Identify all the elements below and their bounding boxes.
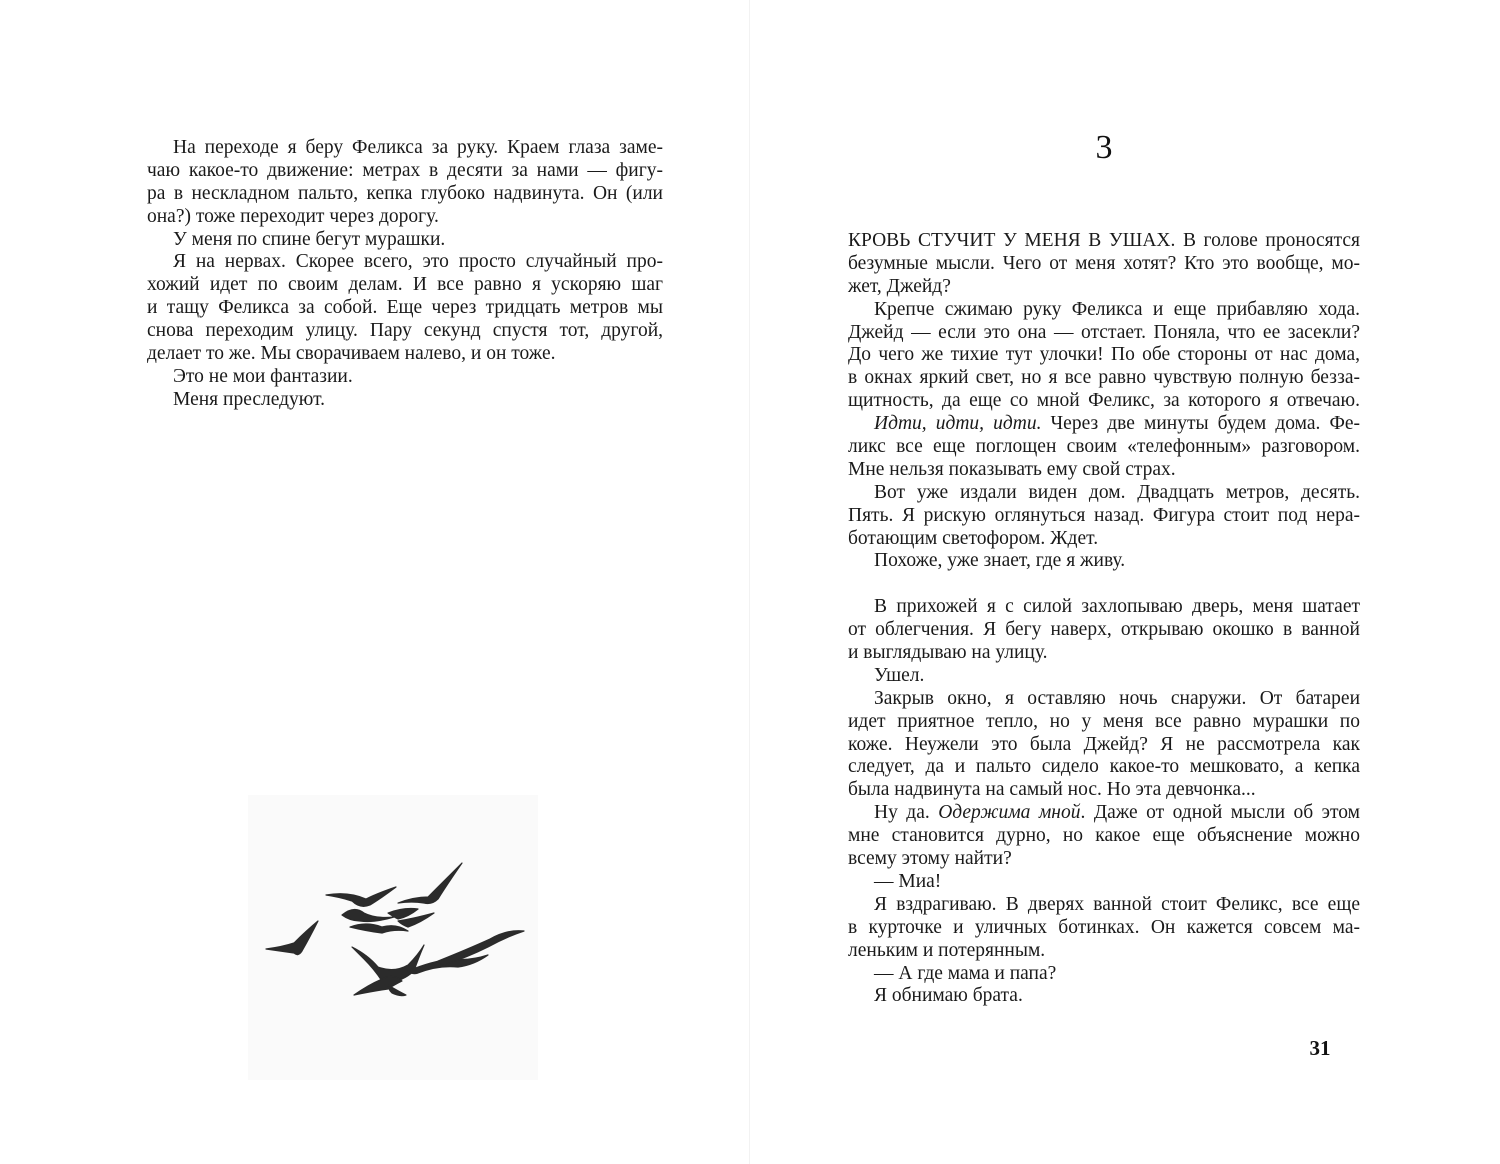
text-line: безумные мысли. Чего от меня хотят? Кто это вообще, мо- bbox=[848, 252, 1360, 274]
text-line: щитность, да еще со мной Феликс, за которого я отвечаю. bbox=[848, 390, 1360, 412]
text-run: Через две минуты будем дома. Фе- bbox=[1041, 413, 1360, 435]
text-line: делает то же. Мы сворачиваем налево, и он тоже. bbox=[147, 343, 556, 365]
text-line: в курточке и уличных ботинках. Он кажется совсем ма- bbox=[848, 916, 1360, 938]
text-line: Джейд — если это она — отстает. Поняла, что ее засекли? bbox=[848, 321, 1360, 343]
text-line: от облегчения. Я бегу наверх, открываю окошко в ванной bbox=[848, 619, 1360, 641]
text-line: жет, Джейд? bbox=[848, 275, 951, 297]
text-line: леньким и потерянным. bbox=[848, 939, 1046, 961]
text-line: Я вздрагиваю. В дверях ванной стоит Феликс, все еще bbox=[874, 893, 1360, 915]
text-line: Мне нельзя показывать ему свой страх. bbox=[848, 458, 1176, 480]
text-line bbox=[848, 802, 1360, 825]
text-line: Ушел. bbox=[874, 664, 925, 686]
text-line: У меня по спине бегут мурашки. bbox=[173, 228, 446, 250]
text-line: следует, да и пальто сидело какое-то мешковато, а кепка bbox=[848, 756, 1360, 778]
text-line: хожий идет по своим делам. И все равно я ускоряю шаг bbox=[147, 274, 663, 296]
text-line: Закрыв окно, я оставляю ночь снаружи. От батареи bbox=[874, 687, 1360, 709]
section-break bbox=[848, 573, 1360, 596]
text-line: Похоже, уже знает, где я живу. bbox=[874, 550, 1126, 572]
text-line: идет приятное тепло, но у меня все равно мурашки по bbox=[848, 710, 1360, 732]
text-line: мне становится дурно, но какое еще объяснение можно bbox=[848, 825, 1360, 847]
text-line: До чего же тихие тут улочки! По обе стороны от нас дома, bbox=[848, 344, 1360, 366]
text-line: была надвинута на самый нос. Но эта девчонка... bbox=[848, 779, 1256, 801]
chapter-number: 3 bbox=[1095, 129, 1113, 166]
text-line: ликс все еще поглощен своим «телефонным» разговором. bbox=[848, 436, 1360, 458]
text-line: На переходе я беру Феликса за руку. Краем глаза заме- bbox=[173, 137, 663, 158]
text-line: Я обнимаю брата. bbox=[874, 985, 1023, 1007]
text-line bbox=[848, 413, 1360, 436]
text-line: в окнах яркий свет, но я все равно чувствую полную безза- bbox=[848, 367, 1360, 389]
birds-flock-illustration bbox=[248, 795, 538, 1080]
text-line: и тащу Феликса за собой. Еще через тридцать метров мы bbox=[147, 297, 663, 319]
text-line: чаю какое-то движение: метрах в десяти за нами — фигу- bbox=[147, 159, 663, 181]
italic-text: Одержима мной bbox=[938, 802, 1081, 824]
text-line: Я на нервах. Скорее всего, это просто случайный про- bbox=[173, 251, 663, 273]
text-line: ботающим светофором. Ждет. bbox=[848, 527, 1099, 549]
text-line: КРОВЬ СТУЧИТ У МЕНЯ В УШАХ. В голове проносятся bbox=[848, 230, 1360, 251]
text-run: . Даже от одной мысли об этом bbox=[1080, 802, 1360, 824]
text-line: всему этому найти? bbox=[848, 848, 1012, 870]
text-line: и выглядываю на улицу. bbox=[848, 642, 1048, 664]
text-line: ра в нескладном пальто, кепка глубоко надвинута. Он (или bbox=[147, 182, 663, 204]
text-line: Меня преследуют. bbox=[173, 388, 326, 410]
italic-text: Идти, идти, идти. bbox=[874, 413, 1042, 435]
page-number: 31 bbox=[1309, 1036, 1331, 1060]
text-run: Ну да. bbox=[874, 802, 939, 824]
text-line: В прихожей я с силой захлопываю дверь, меня шатает bbox=[874, 596, 1360, 618]
text-line: она?) тоже переходит через дорогу. bbox=[147, 205, 439, 227]
left-page-text bbox=[147, 137, 663, 412]
text-line: коже. Неужели это была Джейд? Я не рассмотрела как bbox=[848, 733, 1360, 755]
text-line: Вот уже издали виден дом. Двадцать метров, десять. bbox=[874, 481, 1360, 503]
text-line: Это не мои фантазии. bbox=[173, 365, 353, 387]
right-page-text bbox=[848, 230, 1360, 1008]
text-line: — Миа! bbox=[874, 870, 942, 892]
text-line: — А где мама и папа? bbox=[874, 962, 1057, 984]
text-line: Пять. Я рискую оглянуться назад. Фигура стоит под нера- bbox=[848, 504, 1360, 526]
text-line: Крепче сжимаю руку Феликса и еще прибавляю хода. bbox=[874, 298, 1360, 320]
text-line: снова переходим улицу. Пару секунд спустя тот, другой, bbox=[147, 320, 663, 342]
